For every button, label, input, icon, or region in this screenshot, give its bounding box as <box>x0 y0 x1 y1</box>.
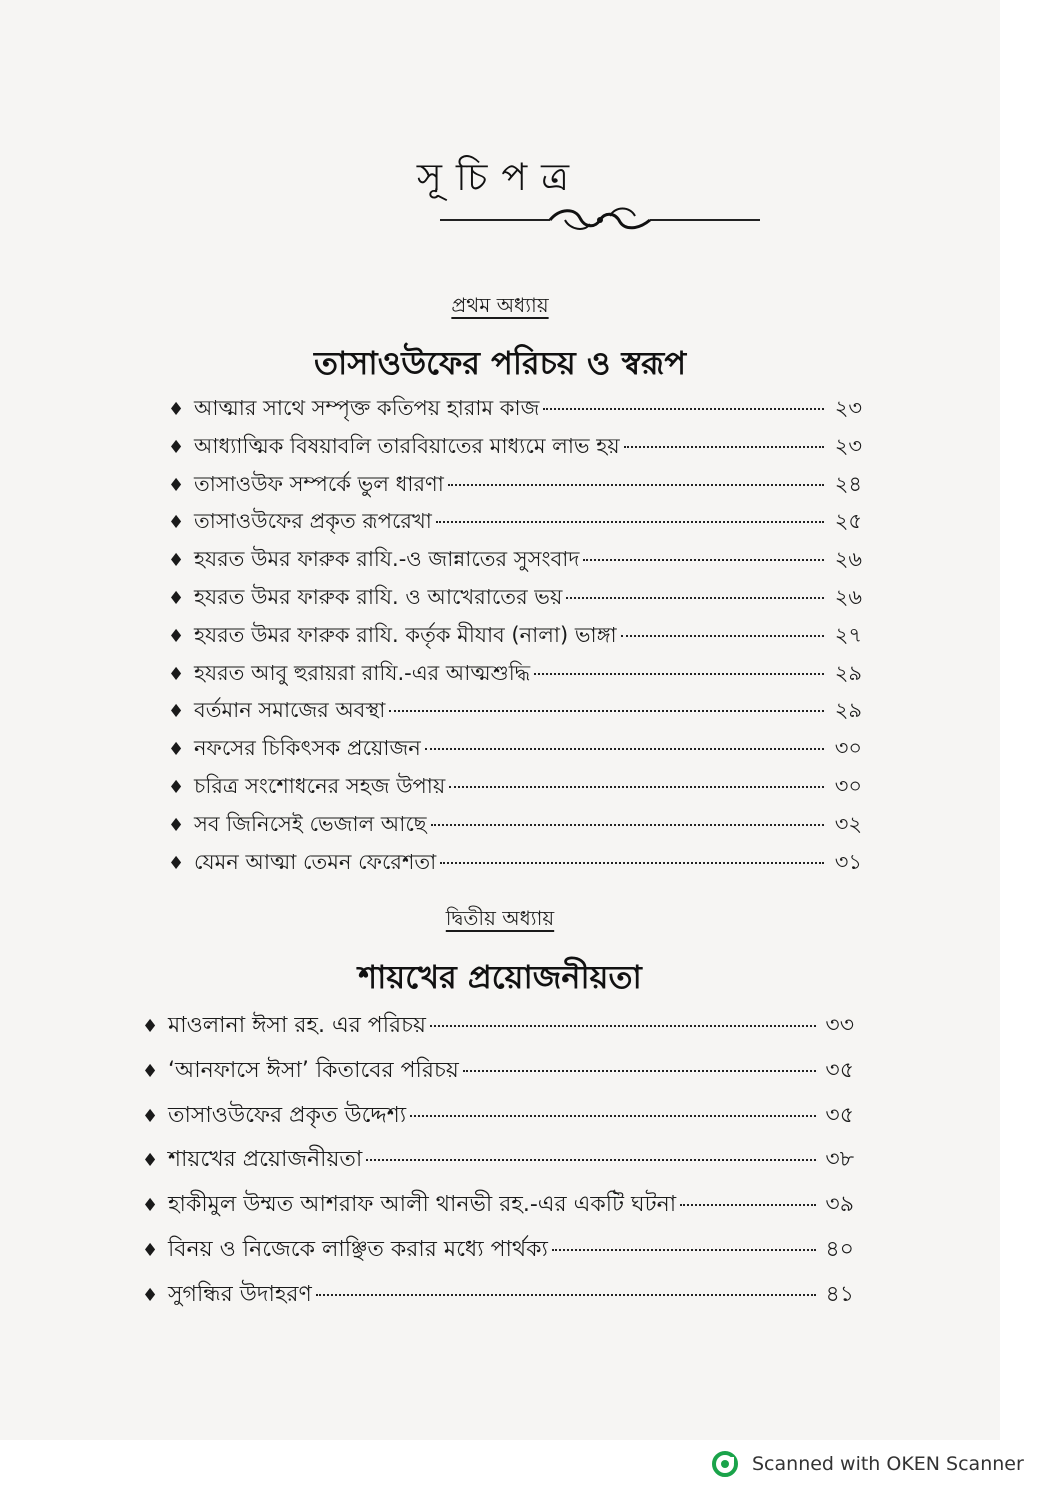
diamond-bullet-icon: ♦ <box>142 1105 159 1127</box>
dot-leader <box>624 446 824 448</box>
dot-leader <box>543 408 824 410</box>
diamond-bullet-icon: ♦ <box>142 1016 159 1037</box>
dot-leader <box>436 521 824 523</box>
toc-entry-title: চরিত্র সংশোধনের সহজ উপায় <box>194 773 446 798</box>
dot-leader <box>552 1249 816 1251</box>
diamond-bullet-icon: ♦ <box>168 701 185 723</box>
toc-entry <box>168 430 862 468</box>
toc-entry-page-number: ৩৫ <box>825 1057 854 1083</box>
toc-entry <box>142 1277 854 1322</box>
toc-entry-title: বিনয় ও নিজেকে লাঞ্ছিত করার মধ্যে পার্থক্য <box>168 1236 548 1262</box>
dot-leader <box>680 1204 816 1206</box>
dot-leader <box>440 862 824 864</box>
toc-entry-title: সব জিনিসেই ভেজাল আছে <box>194 811 427 836</box>
toc-entry-title: সুগন্ধির উদাহরণ <box>168 1281 312 1307</box>
chapter-2-toc <box>142 1008 854 1322</box>
toc-entry-title: তাসাওউফের প্রকৃত রূপরেখা <box>194 509 432 534</box>
toc-entry-title: মাওলানা ঈসা রহ. এর পরিচয় <box>168 1013 426 1038</box>
toc-entry-title: নফসের চিকিৎসক প্রয়োজন <box>194 736 421 761</box>
toc-entry <box>168 505 862 543</box>
diamond-bullet-icon: ♦ <box>168 776 185 798</box>
toc-entry <box>168 543 862 581</box>
toc-entry <box>168 581 862 619</box>
toc-entry-page-number: ৪০ <box>825 1236 854 1262</box>
chapter-1-label: প্রথম অধ্যায় <box>451 293 549 317</box>
diamond-bullet-icon: ♦ <box>142 1150 159 1172</box>
diamond-bullet-icon: ♦ <box>168 512 185 534</box>
diamond-bullet-icon: ♦ <box>168 550 185 572</box>
toc-entry <box>168 732 862 770</box>
toc-entry-page-number: ২৪ <box>834 471 862 496</box>
toc-entry <box>142 1008 854 1053</box>
toc-entry <box>142 1098 854 1143</box>
diamond-bullet-icon: ♦ <box>168 399 185 420</box>
toc-entry <box>142 1053 854 1098</box>
diamond-bullet-icon: ♦ <box>168 814 185 836</box>
dot-leader <box>430 1025 816 1027</box>
diamond-bullet-icon: ♦ <box>168 625 185 647</box>
toc-entry-title: তাসাওউফ সম্পর্কে ভুল ধারণা <box>194 471 444 496</box>
toc-entry-page-number: ৪১ <box>825 1281 854 1307</box>
diamond-bullet-icon: ♦ <box>142 1239 159 1261</box>
diamond-bullet-icon: ♦ <box>168 663 185 685</box>
toc-entry <box>168 846 862 884</box>
decorative-divider-icon <box>440 200 760 240</box>
dot-leader <box>463 1070 816 1072</box>
toc-entry <box>168 392 862 430</box>
toc-entry <box>168 694 862 732</box>
dot-leader <box>425 748 824 750</box>
dot-leader <box>389 710 824 712</box>
toc-entry-title: হযরত উমর ফারুক রাযি. ও আখেরাতের ভয় <box>194 584 563 609</box>
toc-entry-title: বর্তমান সমাজের অবস্থা <box>194 698 386 723</box>
dot-leader <box>410 1115 816 1117</box>
diamond-bullet-icon: ♦ <box>142 1284 159 1306</box>
dot-leader <box>449 786 824 788</box>
toc-entry-page-number: ২৯ <box>834 660 862 685</box>
chapter-2-heading: শায়খের প্রয়োজনীয়তা <box>358 958 642 996</box>
toc-entry-page-number: ২৬ <box>834 584 862 609</box>
toc-entry <box>142 1142 854 1187</box>
dot-leader <box>316 1294 816 1296</box>
dot-leader <box>448 484 824 486</box>
diamond-bullet-icon: ♦ <box>142 1060 159 1082</box>
scanner-watermark <box>712 1449 1052 1479</box>
diamond-bullet-icon: ♦ <box>142 1195 159 1217</box>
toc-entry <box>168 770 862 808</box>
toc-entry-page-number: ৩০ <box>834 736 862 761</box>
diamond-bullet-icon: ♦ <box>168 474 185 496</box>
chapter-1-heading: তাসাওউফের পরিচয় ও স্বরূপ <box>313 344 687 382</box>
dot-leader <box>534 673 824 675</box>
toc-entry-title: তাসাওউফের প্রকৃত উদ্দেশ্য <box>168 1102 407 1128</box>
toc-entry-page-number: ২৬ <box>834 547 862 572</box>
toc-entry-title: হযরত উমর ফারুক রাযি. কর্তৃক মীযাব (নালা) ভাঙ্গা <box>194 622 617 647</box>
dot-leader <box>583 559 824 561</box>
chapter-2-label: দ্বিতীয় অধ্যায় <box>445 906 555 930</box>
toc-entry-title: আত্মার সাথে সম্পৃক্ত কতিপয় হারাম কাজ <box>194 396 540 420</box>
toc-entry-title: হযরত আবু হুরায়রা রাযি.-এর আত্মশুদ্ধি <box>194 660 531 685</box>
scanner-watermark-text: Scanned with OKEN Scanner <box>752 1453 1024 1475</box>
diamond-bullet-icon: ♦ <box>168 587 185 609</box>
toc-entry-page-number: ৩০ <box>834 773 862 798</box>
toc-entry <box>168 657 862 695</box>
toc-entry <box>142 1187 854 1232</box>
dot-leader <box>566 597 824 599</box>
toc-entry-title: শায়খের প্রয়োজনীয়তা <box>168 1147 363 1173</box>
scanner-logo-icon <box>712 1451 738 1477</box>
toc-entry-page-number: ৩১ <box>834 849 862 874</box>
toc-entry-page-number: ২৩ <box>834 396 862 420</box>
diamond-bullet-icon: ♦ <box>168 436 185 458</box>
toc-entry-page-number: ৩৩ <box>825 1013 854 1038</box>
chapter-1-toc <box>168 392 862 883</box>
toc-entry-title: যেমন আত্মা তেমন ফেরেশতা <box>194 849 437 874</box>
toc-entry <box>142 1232 854 1277</box>
toc-entry-page-number: ২৩ <box>834 433 862 458</box>
page-title: সূচিপত্র <box>416 155 584 199</box>
toc-entry-page-number: ৩৫ <box>825 1102 854 1128</box>
dot-leader <box>366 1159 816 1161</box>
toc-entry <box>168 468 862 506</box>
toc-entry-page-number: ৩৯ <box>825 1192 854 1218</box>
toc-entry-title: আধ্যাত্মিক বিষয়াবলি তারবিয়াতের মাধ্যমে লাভ হয় <box>194 433 620 458</box>
toc-entry-title: হযরত উমর ফারুক রাযি.-ও জান্নাতের সুসংবাদ <box>194 547 580 572</box>
toc-entry-page-number: ২৭ <box>834 622 862 647</box>
toc-entry-title: হাকীমুল উম্মত আশরাফ আলী থানভী রহ.-এর একটি ঘটনা <box>168 1192 677 1218</box>
toc-entry-title: ‘আনফাসে ঈসা’ কিতাবের পরিচয় <box>168 1057 459 1083</box>
toc-entry-page-number: ২৯ <box>834 698 862 723</box>
toc-entry-page-number: ৩২ <box>834 811 862 836</box>
toc-entry <box>168 619 862 657</box>
diamond-bullet-icon: ♦ <box>168 739 185 761</box>
dot-leader <box>621 635 824 637</box>
toc-entry-page-number: ২৫ <box>834 509 862 534</box>
dot-leader <box>431 824 824 826</box>
toc-entry-page-number: ৩৮ <box>825 1147 854 1173</box>
diamond-bullet-icon: ♦ <box>168 852 185 874</box>
toc-entry <box>168 808 862 846</box>
